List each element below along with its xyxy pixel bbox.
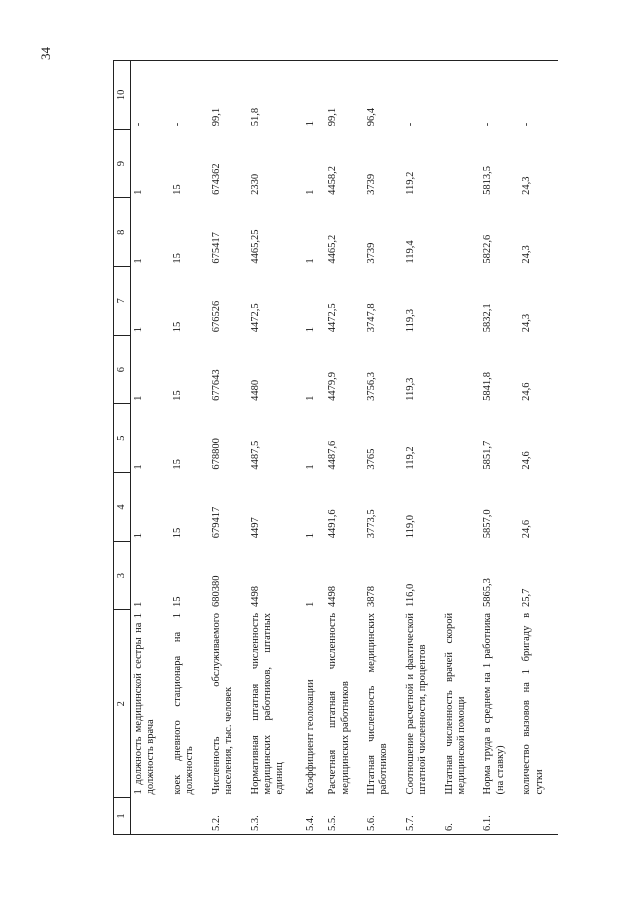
table-row (248, 61, 304, 835)
value-cell: 1 (133, 533, 144, 539)
value-cell: 3773,5 (365, 509, 377, 539)
value-cell: 24,3 (521, 176, 533, 195)
value-cell: 4465,2 (327, 234, 339, 264)
value-cell: 3878 (365, 585, 377, 607)
value-cell: 5841,8 (482, 372, 494, 401)
value-cell: 1 (133, 464, 144, 470)
row-number-cell (170, 797, 209, 834)
value-cell: 1 (305, 533, 317, 539)
value-cell: 4479,9 (327, 372, 339, 401)
row-description-cell: Расчетная штатная численность медицинских работников (327, 612, 351, 795)
value-cell: 15 (171, 321, 183, 333)
value-cell: 1 (305, 464, 317, 470)
value-cell: 99,1 (209, 61, 248, 130)
table-row (131, 61, 170, 835)
value-cell: 1 (133, 395, 144, 401)
value-cell: 4480 (249, 379, 261, 401)
value-cell: 99,1 (325, 61, 364, 130)
value-cell: 96,4 (364, 61, 403, 130)
value-cell: - (519, 61, 558, 130)
row-number-cell: 5.7. (403, 797, 442, 834)
value-cell: 4465,25 (249, 229, 261, 264)
value-cell: 15 (171, 459, 183, 470)
header-cell: 1 (114, 797, 131, 834)
value-cell: 5813,5 (482, 166, 494, 195)
row-description-cell: Коэффициент геолокации (305, 679, 317, 795)
value-cell: 1 (133, 189, 144, 195)
value-cell: 677643 (210, 369, 222, 401)
value-cell: 4498 (327, 585, 339, 607)
table-row (364, 61, 403, 835)
row-number-cell: 6.1. (480, 797, 519, 834)
value-cell: 4497 (249, 517, 261, 539)
row-number-cell: 5.5. (325, 797, 364, 834)
value-cell: 4472,5 (249, 303, 261, 333)
value-cell: 5851,7 (482, 440, 494, 470)
value-cell (442, 198, 481, 267)
row-description-cell: Численность обслуживаемого населения, тыс. человек (210, 612, 235, 795)
value-cell: 25,7 (521, 588, 533, 607)
row-description-cell: Норма труда в среднем на 1 работника (на ставку) (482, 612, 506, 795)
value-cell: 1 (305, 327, 317, 333)
value-cell: 1 (305, 601, 317, 607)
value-cell: 119,4 (404, 240, 416, 264)
value-cell: 3739 (365, 173, 377, 195)
value-cell: 4491,6 (327, 509, 339, 539)
row-number-cell: 5.4. (303, 797, 325, 834)
header-cell: 4 (114, 473, 131, 542)
value-cell (442, 473, 481, 542)
header-cell: 10 (114, 61, 131, 130)
row-number-cell: 6. (442, 797, 481, 834)
value-cell: 679417 (210, 506, 222, 539)
value-cell: 24,6 (521, 519, 533, 539)
rotated-table-container (113, 60, 558, 835)
value-cell: 15 (171, 596, 183, 607)
data-table (113, 60, 558, 835)
value-cell: 24,6 (521, 451, 533, 470)
row-description-cell: коек дневного стационара на 1 должность (171, 612, 196, 795)
row-description-cell: 1 должность медицинской сестры на 1 должность врача (133, 612, 157, 795)
value-cell: 1 (305, 395, 317, 401)
value-cell: 119,3 (404, 377, 416, 401)
header-cell: 5 (114, 404, 131, 473)
value-cell: 4458,2 (327, 166, 339, 195)
header-cell: 8 (114, 198, 131, 267)
value-cell: 15 (171, 253, 183, 264)
row-number-cell: 5.3. (248, 797, 304, 834)
table-row (442, 61, 481, 835)
table-row (480, 61, 519, 835)
value-cell: 15 (171, 390, 183, 401)
row-description-cell: Соотношение расчетной и фактической штатной численности, процентов (404, 612, 429, 795)
value-cell: 119,3 (404, 309, 416, 333)
value-cell: 116,0 (404, 583, 416, 607)
row-description-cell: количество вызовов на 1 бригаду в сутки (521, 612, 545, 795)
value-cell: 5832,1 (482, 303, 494, 333)
row-number-cell: 5.2. (209, 797, 248, 834)
table-row (303, 61, 325, 835)
value-cell: 15 (171, 184, 183, 195)
value-cell: 1 (305, 189, 317, 195)
value-cell: 119,2 (404, 171, 416, 195)
value-cell: 1 (133, 327, 144, 333)
row-number-cell (519, 797, 558, 834)
value-cell: 4498 (249, 585, 261, 607)
value-cell: 1 (133, 258, 144, 264)
value-cell: 15 (171, 527, 183, 539)
value-cell: 24,3 (521, 245, 533, 264)
value-cell: 4487,6 (327, 440, 339, 470)
row-description-cell: Штатная численность медицинских работников (365, 612, 390, 795)
value-cell: 1 (133, 601, 144, 607)
table-row (403, 61, 442, 835)
header-cell: 2 (114, 610, 131, 798)
value-cell: 675417 (210, 232, 222, 264)
header-cell: 3 (114, 541, 131, 610)
value-cell: 119,2 (404, 446, 416, 470)
table-row (325, 61, 364, 835)
value-cell: 51,8 (248, 61, 304, 130)
header-cell: 6 (114, 335, 131, 404)
value-cell: 5857,0 (482, 509, 494, 539)
value-cell (442, 541, 481, 610)
value-cell: - (131, 61, 170, 130)
value-cell: - (170, 61, 209, 130)
value-cell (442, 404, 481, 473)
row-number-cell: 5.6. (364, 797, 403, 834)
value-cell: - (403, 61, 442, 130)
value-cell: 5822,6 (482, 234, 494, 264)
row-description-cell: Штатная численность врачей скорой медицинской помощи (443, 612, 467, 795)
value-cell: 678800 (210, 438, 222, 470)
value-cell: 680380 (210, 575, 222, 607)
value-cell (442, 61, 481, 130)
row-number-cell (131, 797, 170, 834)
value-cell: 24,3 (521, 313, 533, 333)
value-cell: 1 (303, 61, 325, 130)
value-cell (442, 129, 481, 198)
value-cell: 3747,8 (365, 303, 377, 333)
value-cell: 119,0 (404, 515, 416, 539)
value-cell: 4487,5 (249, 440, 261, 470)
value-cell: 676526 (210, 300, 222, 333)
table-row (519, 61, 558, 835)
value-cell: 5865,3 (482, 578, 494, 607)
value-cell: 674362 (210, 163, 222, 195)
value-cell: 3739 (365, 242, 377, 264)
value-cell: 3756,3 (365, 372, 377, 401)
table-header-row (114, 61, 131, 835)
value-cell: - (480, 61, 519, 130)
header-cell: 9 (114, 129, 131, 198)
page-number: 34 (38, 47, 53, 60)
table-row (209, 61, 248, 835)
value-cell (442, 335, 481, 404)
value-cell: 1 (305, 258, 317, 264)
value-cell: 2330 (249, 173, 261, 195)
value-cell: 24,6 (521, 382, 533, 401)
value-cell: 3765 (365, 448, 377, 470)
row-description-cell: Нормативная штатная численность медицинских работников, штатных единиц (249, 612, 286, 795)
value-cell (442, 267, 481, 336)
table-row (170, 61, 209, 835)
value-cell: 4472,5 (327, 303, 339, 333)
header-cell: 7 (114, 267, 131, 336)
